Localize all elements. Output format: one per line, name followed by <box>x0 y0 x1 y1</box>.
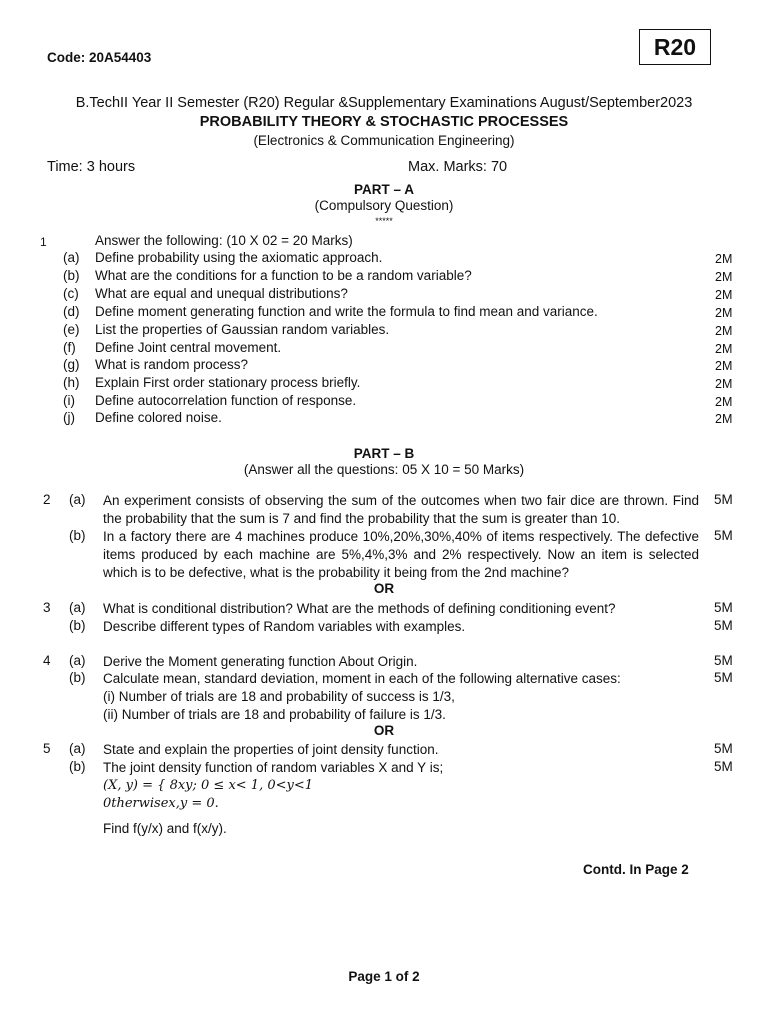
q4a-marks: 5M <box>714 653 733 668</box>
q4a-text: Derive the Moment generating function About Origin. <box>103 654 418 669</box>
item-label: (a) <box>63 250 80 265</box>
item-marks: 2M <box>715 288 733 302</box>
regulation-box: R20 <box>639 29 711 65</box>
part-a-item-j <box>0 410 768 428</box>
item-label: (f) <box>63 340 76 355</box>
item-text: Define moment generating function and write the formula to find mean and variance. <box>95 304 598 319</box>
item-marks: 2M <box>715 412 733 426</box>
item-marks: 2M <box>715 342 733 356</box>
item-marks: 2M <box>715 252 733 266</box>
exam-title-line: B.TechII Year II Semester (R20) Regular &Supplementary Examinations August/September2023 <box>75 95 693 111</box>
item-text: Define colored noise. <box>95 410 222 425</box>
item-label: (c) <box>63 286 79 301</box>
q5b-marks: 5M <box>714 759 733 774</box>
item-text: What are equal and unequal distributions? <box>95 286 348 301</box>
part-a-item-h <box>0 375 768 393</box>
q4-number: 4 <box>43 653 51 668</box>
max-marks: Max. Marks: 70 <box>408 159 508 175</box>
q5b-label: (b) <box>69 759 86 774</box>
part-a-item-i <box>0 393 768 411</box>
q5b-find: Find f(y/x) and f(x/y). <box>103 821 227 836</box>
q5a-marks: 5M <box>714 741 733 756</box>
q5a-label: (a) <box>69 741 86 756</box>
item-marks: 2M <box>715 306 733 320</box>
part-a-item-e <box>0 322 768 340</box>
q4b-case-2: (ii) Number of trials are 18 and probability of failure is 1/3. <box>103 707 446 722</box>
item-label: (d) <box>63 304 80 319</box>
page-number: Page 1 of 2 <box>348 969 420 984</box>
part-a-subtitle: (Compulsory Question) <box>314 198 454 213</box>
q3a-label: (a) <box>69 600 86 615</box>
q1-instruction: Answer the following: (10 X 02 = 20 Marks) <box>95 233 353 248</box>
item-marks: 2M <box>715 359 733 373</box>
part-b-subtitle: (Answer all the questions: 05 X 10 = 50 Marks) <box>243 462 525 477</box>
q3-number: 3 <box>43 600 51 615</box>
item-label: (g) <box>63 357 80 372</box>
q5a-text: State and explain the properties of joint density function. <box>103 742 439 757</box>
q4b-label: (b) <box>69 670 86 685</box>
item-marks: 2M <box>715 377 733 391</box>
item-text: What is random process? <box>95 357 249 372</box>
item-label: (j) <box>63 410 75 425</box>
q2b-text: In a factory there are 4 machines produce 10%,20%,30%,40% of items respectively. The defective items produced by each machine are 5%,4%,3% and 2% respectively. Now an item is selected which is to be defective, what is the probability it being from the 2nd machine? <box>103 529 699 580</box>
item-text: What are the conditions for a function to be a random variable? <box>95 268 472 283</box>
q4a-label: (a) <box>69 653 86 668</box>
item-marks: 2M <box>715 270 733 284</box>
q3b-marks: 5M <box>714 618 733 633</box>
q1-instruction-row <box>0 233 768 251</box>
q3b-label: (b) <box>69 618 86 633</box>
q2-number: 2 <box>43 492 51 507</box>
q3a-marks: 5M <box>714 600 733 615</box>
item-text: Define Joint central movement. <box>95 340 282 355</box>
item-marks: 2M <box>715 324 733 338</box>
q2b-marks: 5M <box>714 528 733 543</box>
q5b-text: The joint density function of random variables X and Y is; <box>103 760 444 775</box>
item-marks: 2M <box>715 395 733 409</box>
q4b-marks: 5M <box>714 670 733 685</box>
part-a-item-a <box>0 250 768 268</box>
exam-time: Time: 3 hours <box>47 159 136 175</box>
part-a-item-g <box>0 357 768 375</box>
part-a-item-f <box>0 340 768 358</box>
q5b-equation-2: 0therwisex,y = 0. <box>103 796 219 811</box>
item-label: (e) <box>63 322 80 337</box>
part-b-title: PART – B <box>353 446 415 461</box>
part-a-item-c <box>0 286 768 304</box>
q2a-text: An experiment consists of observing the sum of the outcomes when two fair dice are thrown. Find the probability that the sum is 7 and find the probability that the sum is greater than 10. <box>103 493 699 526</box>
or-separator: OR <box>373 581 395 596</box>
or-separator: OR <box>373 723 395 738</box>
subject-title: PROBABILITY THEORY & STOCHASTIC PROCESSES <box>199 114 569 130</box>
q4b-text: Calculate mean, standard deviation, moment in each of the following alternative cases: <box>103 671 621 686</box>
item-label: (i) <box>63 393 75 408</box>
part-a-title: PART – A <box>353 182 414 197</box>
part-a-item-b <box>0 268 768 286</box>
paper-code: Code: 20A54403 <box>47 50 152 65</box>
branch-name: (Electronics & Communication Engineering) <box>253 133 515 148</box>
q2a-label: (a) <box>69 492 86 507</box>
item-label: (b) <box>63 268 80 283</box>
item-text: Define autocorrelation function of response. <box>95 393 357 408</box>
q2a-marks: 5M <box>714 492 733 507</box>
q3a-text: What is conditional distribution? What are the methods of defining conditioning event? <box>103 601 616 616</box>
q4b-case-1: (i) Number of trials are 18 and probability of success is 1/3, <box>103 689 455 704</box>
part-a-item-d <box>0 304 768 322</box>
q5-number: 5 <box>43 741 51 756</box>
continued-note: Contd. In Page 2 <box>583 862 689 877</box>
item-text: Define probability using the axiomatic approach. <box>95 250 383 265</box>
item-label: (h) <box>63 375 80 390</box>
q3b-text: Describe different types of Random variables with examples. <box>103 619 466 634</box>
question-number: 1 <box>40 235 47 249</box>
q2b-label: (b) <box>69 528 86 543</box>
item-text: List the properties of Gaussian random variables. <box>95 322 390 337</box>
q5b-equation-1: (X, y) = { 8xy; 0 ≤ x< 1, 0<y<1 <box>103 778 314 793</box>
item-text: Explain First order stationary process briefly. <box>95 375 361 390</box>
separator-stars: ***** <box>375 216 393 226</box>
